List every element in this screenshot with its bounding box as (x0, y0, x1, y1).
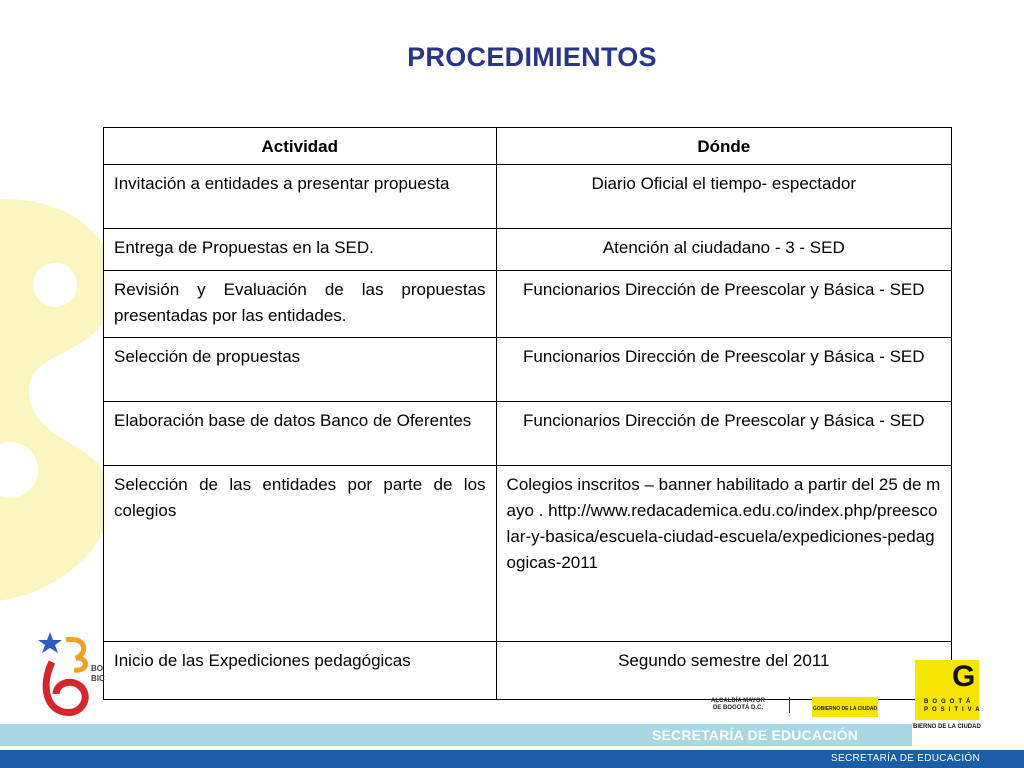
footer-band-light-text: SECRETARÍA DE EDUCACIÓN (651, 727, 859, 743)
gobierno-logo-text: GOBIERNO DE LA CIUDAD (812, 706, 878, 712)
footer-band-dark-text: SECRETARÍA DE EDUCACIÓN (831, 753, 980, 764)
table-cell-actividad: Selección de propuestas (104, 338, 497, 402)
table-cell-donde: Segundo semestre del 2011 (496, 642, 951, 700)
table-cell-actividad: Elaboración base de datos Banco de Oferentes (104, 402, 497, 466)
table-row (104, 466, 952, 642)
logo-left-text: BO BIC (91, 664, 105, 683)
logo-divider (789, 697, 790, 713)
table-row (104, 642, 952, 700)
table-header-row (104, 128, 952, 165)
table-cell-donde: Funcionarios Dirección de Preescolar y Básica - SED (496, 271, 951, 338)
table-row (104, 229, 952, 271)
table-cell-actividad: Inicio de las Expediciones pedagógicas (104, 642, 497, 700)
column-header-actividad: Actividad (104, 128, 497, 165)
page-title: PROCEDIMIENTOS (407, 42, 657, 72)
procedures-table (103, 127, 952, 700)
table-row (104, 165, 952, 229)
bogota-positiva-letter: G (952, 660, 976, 693)
table-cell-actividad: Selección de las entidades por parte de los colegios (104, 466, 497, 642)
table-cell-actividad: Invitación a entidades a presentar propuesta (104, 165, 497, 229)
table-cell-donde: Atención al ciudadano - 3 - SED (496, 229, 951, 271)
table-cell-donde: Funcionarios Dirección de Preescolar y Básica - SED (496, 338, 951, 402)
table-row (104, 338, 952, 402)
table-cell-donde: Diario Oficial el tiempo- espectador (496, 165, 951, 229)
alcaldia-logo: ALCALDÍA MAYOR DE BOGOTÁ D.C. (711, 698, 765, 711)
table-cell-actividad: Entrega de Propuestas en la SED. (104, 229, 497, 271)
table-row (104, 271, 952, 338)
bogota-positiva-gobierno: BIERNO DE LA CIUDAD (913, 724, 981, 730)
table-cell-actividad: Revisión y Evaluación de las propuestas presentadas por las entidades. (104, 271, 497, 338)
table-row (104, 402, 952, 466)
table-cell-donde: Funcionarios Dirección de Preescolar y Básica - SED (496, 402, 951, 466)
bogota-positiva-text: BOGOTÁ POSITIVA (924, 699, 984, 713)
column-header-donde: Dónde (496, 128, 951, 165)
table-cell-donde: Colegios inscritos – banner habilitado a partir del 25 de mayo . http://www.redacademica.edu.co/index.php/preescolar-y-basica/escuela-ciudad-escuela/expediciones-pedagogicas-2011 (496, 466, 951, 642)
